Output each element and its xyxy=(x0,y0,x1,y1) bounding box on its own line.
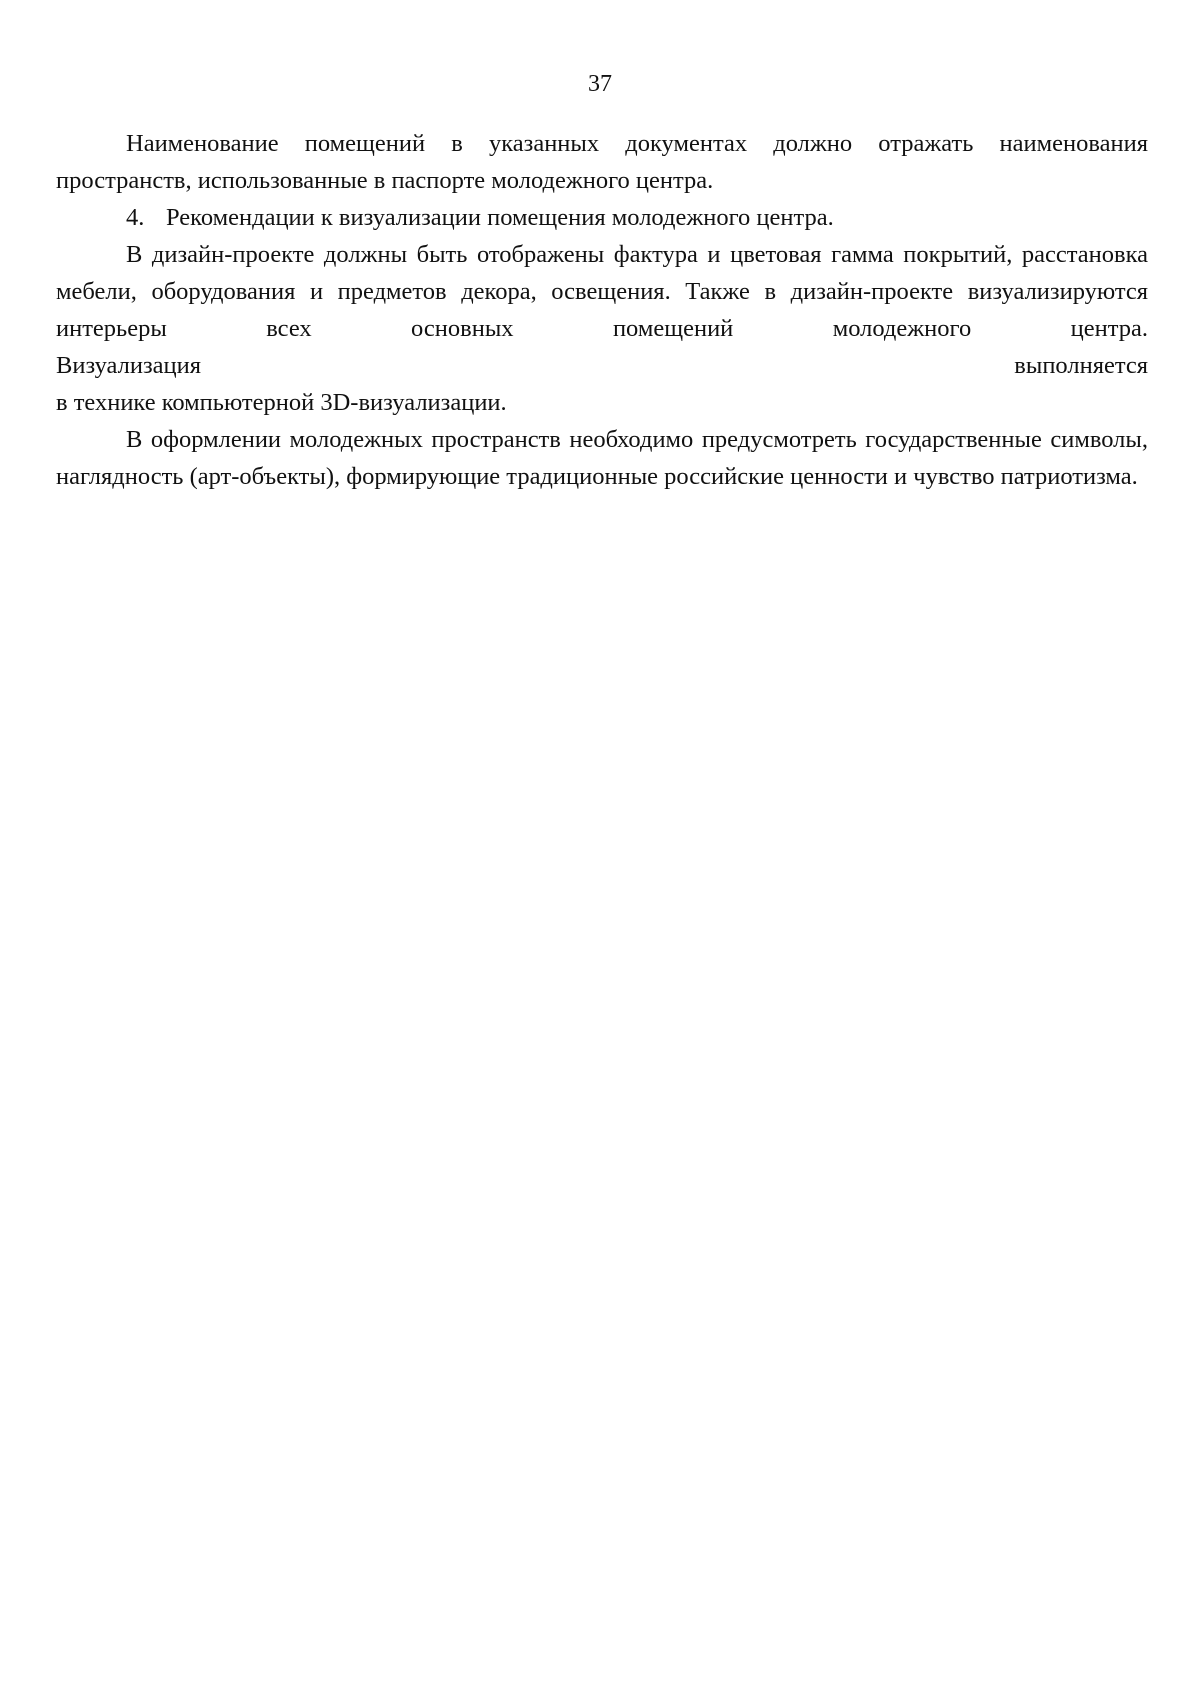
split-right-word: выполняется xyxy=(1014,352,1148,379)
paragraph-design-project: В дизайн-проекте должны быть отображены фактура и цветовая гамма покрытий, расстановка мебели, оборудования и предметов декора, освещения. Также в дизайн-проекте визуализируются интерьеры всех основных помещений молодежного центра. xyxy=(56,241,1148,342)
paragraph-visualization-tail: в технике компьютерной 3D-визуализации. xyxy=(56,389,507,416)
paragraph-room-naming: Наименование помещений в указанных документах должно отражать наименования пространств, использованные в паспорте молодежного центра. xyxy=(56,130,1148,194)
page-number: 37 xyxy=(588,71,612,97)
paragraph-visualization-line xyxy=(56,347,1148,384)
item-number: 4. xyxy=(126,204,145,231)
item-text: Рекомендации к визуализации помещения молодежного центра. xyxy=(166,204,834,231)
document-body xyxy=(56,125,1148,495)
paragraph-youth-spaces: В оформлении молодежных пространств необходимо предусмотреть государственные символы, наглядность (арт-объекты), формирующие традиционные российские ценности и чувство патриотизма. xyxy=(56,426,1148,490)
numbered-item-4 xyxy=(56,199,1148,236)
split-left-word: Визуализация xyxy=(56,352,202,379)
